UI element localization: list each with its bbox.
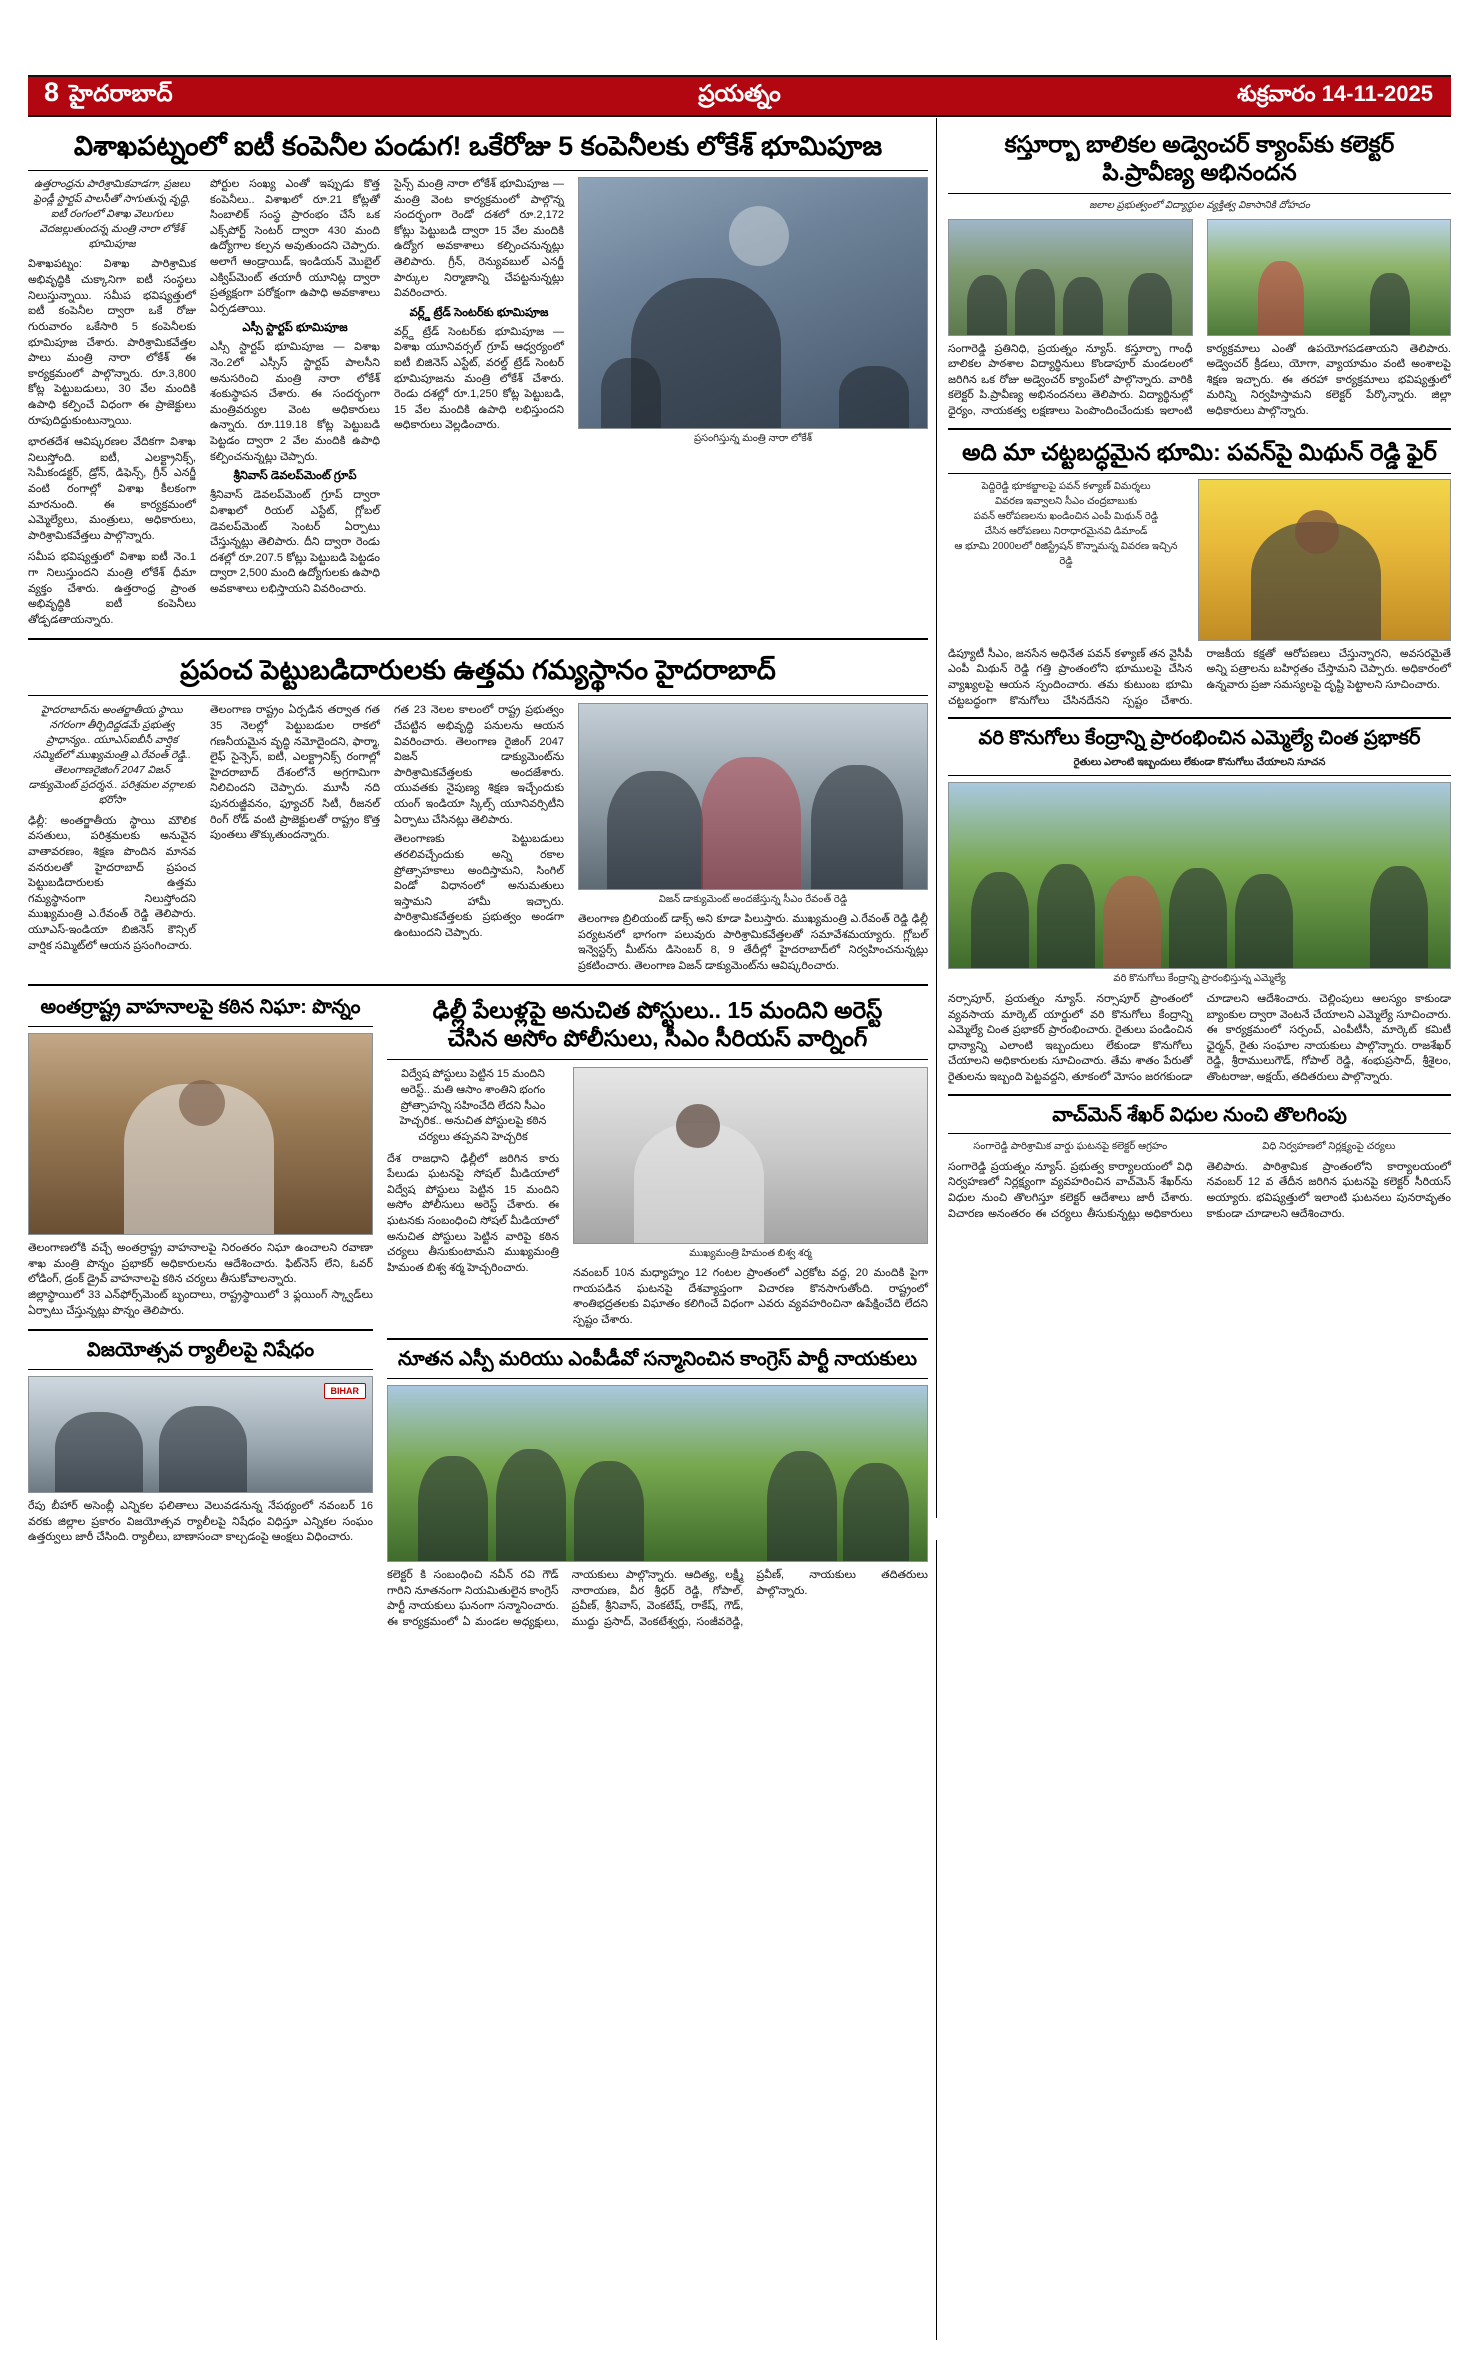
- congress-body-3: ఆదిత్య, లక్ష్మీ నారాయణ, వీర శ్రీధర్ రెడ్డి, గోపాల్, ప్రవీణ్, శ్రీనివాస్, వెంకటేష్, రాకేష్, గౌడ్, ముద్దు ప్రసాద్, వెంకటేశ్వర్లు, సంజీవరెడ్డి, ప్రవీణ్, నాయకులు తదితరులు పాల్గొన్నారు.: [571, 1569, 928, 1628]
- mithun-bullet-1: పెద్దిరెడ్డి భూకబ్జాలపై పవన్ కళ్యాణ్ విమర్శలు: [981, 480, 1151, 492]
- mithun-bullet-2: వివరణ ఇవ్వాలని సీఎం చంద్రబాబుకు: [994, 495, 1138, 507]
- bihar-body: రేపు బీహార్ అసెంబ్లీ ఎన్నికల ఫలితాలు వెలువడనున్న నేపథ్యంలో నవంబర్ 16 వరకు జిల్లాల ప్రకారం విజయోత్సవ ర్యాలీలపై నిషేధం విధిస్తూ ఎన్నికల సంఘం ఉత్తర్వులు జారీ చేసింది. ర్యాలీలు, బాణాసంచా కాల్చడంపై ఆంక్షలు విధించారు.: [28, 1499, 373, 1544]
- lead-standfirst-col: [28, 177, 196, 629]
- masthead: [28, 75, 1451, 117]
- kasturba-headline-l1: కస్తూర్బా బాలికల అడ్వెంచర్ క్యాంప్‌కు కలెక్టర్: [1004, 131, 1395, 157]
- mithun-story: [948, 438, 1451, 709]
- right-rail: [948, 122, 1451, 1230]
- congress-body-1: కలెక్టర్ కి సంబంధించి నవీన్ రవి గౌడ్ గారిని నూతనంగా నియమితులైన కాంగ్రెస్ పార్టీ నాయకులు ఘనంగా సన్మానించారు.: [387, 1569, 559, 1613]
- mithun-bullet-3: పవన్ ఆరోపణలను ఖండించిన ఎంపీ మిథున్ రెడ్డి: [973, 510, 1159, 522]
- invest-col-1: ఢిల్లీ: అంతర్జాతీయ స్థాయి మౌలిక వసతులు, పరిశ్రమలకు అనువైన వాతావరణం, శిక్షణ పొందిన మానవ వనరులతో హైదరాబాద్ ప్రపంచ పెట్టుబడిదారులకు ఉత్తమ గమ్యస్థానంగా నిలుస్తోందని ముఖ్యమంత్రి ఎ.రేవంత్ రెడ్డి తెలిపారు. యూఎస్-ఇండియా బిజినెస్ కౌన్సిల్ వార్షిక సమ్మిట్‌లో ఆయన ప్రసంగించారు.: [28, 814, 196, 952]
- assam-headline-l1: ఢిల్లీ పేలుళ్లపై అనుచిత పోస్టులు.. 15 మందిని అరెస్ట్: [432, 997, 883, 1024]
- assam-standfirst: విద్వేష పోస్టులు పెట్టిన 15 మందిని అరెస్ట్.. మతి ఆసాం శాంతిని భంగం ప్రోత్సాహన్ని సహించేది లేదని సీఎం హెచ్చరిక.. అనుచిత పోస్టులపై కఠిన చర్యలు తప్పవని హెచ్చరిక: [399, 1068, 547, 1143]
- invest-photo-col: [578, 703, 928, 974]
- assam-row: [387, 1067, 928, 1328]
- kasturba-subhead: జలాల ప్రభుత్వంలో విద్యార్థుల వ్యక్తిత్వ వికాసానికి దోహదం: [1089, 200, 1310, 212]
- lead-standfirst: ఉత్తరాంధ్రను పారిశ్రామికవాడగా, ప్రజలు ఫ్రెండ్లీ స్టార్టప్‌ పాలసీతో సాగుతున్న వృద్ధి, ఐటీ రంగంలో విశాఖ వెలుగులు వెదజల్లుతుందన్న మంత్రి నారా లోకేశ్ భూమిపూజ: [33, 177, 191, 250]
- lead-col-4: పోర్టుల సంఖ్య ఎంతో ఇప్పుడు కొత్త కంపెనీలు.. విశాఖలో రూ.21 కోట్లతో సింబాలిక్ సంస్థ ప్రారంభం చేసే ఒక ఎక్స్‌పోర్ట్ సెంటర్ ద్వారా 430 మంది ఉద్యోగాల కల్పన అవుతుందని చెప్పారు. అలాగే ఆండ్రాయిడ్, ఇండియన్ మొబైల్ ఎక్విప్‌మెంట్ తయారీ యూనిట్ల ద్వారా ప్రత్యక్షంగా పరోక్షంగా ఉపాధి అవకాశాలు ఏర్పడతాయి.: [210, 177, 380, 315]
- invest-col-3-wrap: [394, 703, 564, 974]
- lead-photo-col: [578, 177, 928, 629]
- watchman-body-3: పారిశ్రామిక ప్రాంతంలోని కార్యాలయంలో నవంబర్ 12 వ తేదీన జరిగిన ఘటనపై కలెక్టర్ సీరియస్ అయ్యారు. భవిష్యత్తులో ఇలాంటి ఘటనలు పునరావృతం కాకుండా చూడాలని ఆదేశించారు.: [1206, 1160, 1452, 1220]
- ponnam-body-1: తెలంగాణలోకి వచ్చే అంతర్రాష్ట్ర వాహనాలపై నిరంతరం నిఘా ఉంచాలని రవాణా శాఖ మంత్రి పొన్నం ప్రభాకర్ అధికారులను ఆదేశించారు. ఫిట్‌నెస్ లేని, ఓవర్ లోడింగ్, డ్రంక్ డ్రైవ్ వాహనాలపై కఠిన చర్యలు తీసుకోవాలన్నారు.: [28, 1242, 373, 1286]
- mithun-body: [948, 647, 1451, 709]
- column-divider-lower: [936, 1540, 937, 2340]
- assam-standfirst-col: [387, 1067, 559, 1328]
- watchman-subhead-left: సంగారెడ్డి పారిశ్రామిక వార్డు ఘటనపై కలెక్టర్ ఆగ్రహం: [973, 1141, 1168, 1153]
- lead-col-6: శ్రీనివాస్ డెవలప్‌మెంట్ గ్రూప్ ద్వారా విశాఖలో రియల్ ఎస్టేట్, గ్లోబల్ డెవలప్‌మెంట్ సెంటర్ ఏర్పాటు చేస్తున్నట్లు తెలిపారు. దీని ద్వారా రెండు దశల్లో రూ.207.5 కోట్లు పెట్టుబడి పెట్టడం ద్వారా 2,500 మంది ఉద్యోగులకు ఉపాధి అవకాశాలు లభిస్తాయని వివరించారు.: [210, 489, 380, 595]
- bottom-row-1: [28, 996, 928, 1630]
- vari-photo-caption: వరి కొనుగోలు కేంద్రాన్ని ప్రారంభిస్తున్న ఎమ్మెల్యే: [1113, 973, 1286, 985]
- main-column: [28, 122, 928, 1631]
- watchman-body: [948, 1160, 1451, 1222]
- invest-headline: ప్రపంచ పెట్టుబడిదారులకు ఉత్తమ గమ్యస్థానం హైదరాబాద్: [180, 655, 776, 686]
- assam-body-1: దేశ రాజధాని ఢిల్లీలో జరిగిన కారు పేలుడు ఘటనపై సోషల్ మీడియాలో విద్వేష పోస్టులు పెట్టిన 15 మందిని అసోం పోలీసులు అరెస్ట్ చేశారు. ఈ ఘటనకు సంబంధించి సోషల్ మీడియాలో అనుచిత పోస్టులు పెట్టిన వారిపై కఠిన చర్యలు తీసుకుంటామని ముఖ్యమంత్రి హిమంత బిశ్వ శర్మ హెచ్చరించారు.: [387, 1152, 559, 1274]
- vari-body-3: తేమ శాతం పేరుతో రైతులను ఇబ్బంది పెట్టవద్దని, తూకంలో మోసం జరగకుండా చూడాలని ఆదేశించారు. చెల్లింపులు ఆలస్యం కాకుండా బ్యాంకుల ద్వారా వెంటనే చేయాలని ఎమ్మెల్యే సూచించారు.: [948, 992, 1451, 1083]
- subhead-srinivas: శ్రీనివాస్ డెవలప్‌మెంట్ గ్రూప్: [233, 470, 357, 483]
- congress-body: [387, 1568, 928, 1630]
- vari-story: [948, 727, 1451, 1085]
- invest-col-2-wrap: [210, 703, 380, 974]
- kasturba-headline-l2: పి.ప్రావీణ్య అభినందన: [1102, 159, 1297, 186]
- kasturba-body-2: కస్తూర్బా గాంధీ బాలికల పాఠశాల విద్యార్థినులు కొండాపూర్ మండలంలో జరిగిన ఒక రోజు అడ్వెంచర్ క్యాంప్‌లో పాల్గొన్నారు. వారికి కలెక్టర్ పి.ప్రావీణ్య అభినందనలు తెలిపారు. విద్యార్థినుల్లో ధైర్యం, నాయకత్వ లక్షణాలు పెంపొందించేందుకు ఇలాంటి కార్యక్రమాలు ఎంతో ఉపయోగపడతాయని తెలిపారు.: [948, 342, 1451, 418]
- invest-row: [28, 703, 928, 974]
- invest-col-5: తెలంగాణ బ్రిలియంట్ డాక్స్ అని కూడా పిలుస్తారు. ముఖ్యమంత్రి ఎ.రేవంత్ రెడ్డి ఢిల్లీ పర్యటనలో భాగంగా పలువురు పారిశ్రామికవేత్తలతో సమావేశమయ్యారు. గ్లోబల్ ఇన్వెస్టర్స్ మీట్‌ను డిసెంబర్ 8, 9 తేదీల్లో హైదరాబాద్‌లో నిర్వహించనున్నట్లు ప్రకటించారు. తెలంగాణ విజన్ డాక్యుమెంట్‌ను ఆవిష్కరించారు.: [578, 912, 928, 972]
- lead-photo-caption: ప్రసంగిస్తున్న మంత్రి నారా లోకేశ్: [693, 432, 813, 444]
- bihar-badge: BIHAR: [324, 1383, 367, 1399]
- vari-photo: [948, 782, 1451, 969]
- mithun-body-2: రాజకీయ కక్షతో ఆరోపణలు చేస్తున్నారని, అవసరమైతే అన్ని పత్రాలను బహిర్గతం చేస్తామని చెప్పారు. అధికారంలో ఉన్నవారు ప్రజా సమస్యలపై దృష్టి పెట్టాలని సూచించారు.: [1206, 647, 1451, 691]
- mithun-bullets: [948, 479, 1184, 641]
- issue-date: శుక్రవారం 14-11-2025: [1237, 80, 1433, 106]
- lead-story: [28, 122, 928, 628]
- assam-photo-col: [573, 1067, 928, 1328]
- mithun-body-1: డిప్యూటీ సీఎం, జనసేన అధినేత పవన్ కళ్యాణ్ తన వైసీపీ ఎంపీ మిథున్ రెడ్డి గత్తి ప్రాంతంలోని భూములపై చేసిన వ్యాఖ్యలపై ఆయన స్పందించారు. తమ కుటుంబ భూమి చట్టబద్ధంగా కొనుగోలు చేసినదేనని స్పష్టం చేశారు.: [948, 647, 1193, 707]
- watchman-subheads: [948, 1140, 1451, 1154]
- lead-col-2: భారతదేశ ఆవిష్కరణల వేదికగా విశాఖ నిలుస్తోంది. ఐటీ, ఎలక్ట్రానిక్స్, సెమీకండక్టర్, డ్రోన్, డిఫెన్స్, గ్రీన్ ఎనర్జీ వంటి రంగాల్లో విశాఖ కీలకంగా మారనుంది. ఈ కార్యక్రమంలో ఎమ్మెల్యేలు, మంత్రులు, అధికారులు, పారిశ్రామికవేత్తలు పాల్గొన్నారు.: [28, 436, 196, 542]
- ponnam-story: [28, 996, 373, 1630]
- kasturba-photos: [948, 219, 1451, 336]
- watchman-story: [948, 1104, 1451, 1223]
- invest-col-3: గత 23 నెలల కాలంలో రాష్ట్ర ప్రభుత్వం చేపట్టిన అభివృద్ధి పనులను ఆయన వివరించారు. తెలంగాణ రైజింగ్ 2047 విజన్ డాక్యుమెంట్‌ను పారిశ్రామికవేత్తలకు అందజేశారు. యువతకు నైపుణ్య శిక్షణ ఇచ్చేందుకు యంగ్ ఇండియా స్కిల్స్ యూనివర్సిటీని ఏర్పాటు చేసినట్లు తెలిపారు.: [394, 704, 564, 826]
- vari-body-2: నర్సాపూర్ ప్రాంతంలో వ్యవసాయ మార్కెట్ యార్డులో వరి కొనుగోలు కేంద్రాన్ని ఎమ్మెల్యే చింత ప్రభాకర్ ప్రారంభించారు. రైతులు పండించిన ధాన్యాన్ని ఎలాంటి ఇబ్బందులు లేకుండా కొనుగోలు చేయాలని అధికారులకు సూచించారు.: [948, 992, 1193, 1068]
- lead-headline: విశాఖపట్నంలో ఐటీ కంపెనీల పండుగ! ఒకేరోజు 5 కంపెనీలకు లోకేశ్ భూమిపూజ: [73, 131, 883, 161]
- kasturba-body-3: అడ్వెంచర్ క్రీడలు, యోగా, వ్యాయామం వంటి అంశాలపై శిక్షణ ఇచ్చారు. ఈ తరహా కార్యక్రమాలు భవిష్యత్తులో మరిన్ని నిర్వహిస్తామని కలెక్టర్ పేర్కొన్నారు. జిల్లా అధికారులు పాల్గొన్నారు.: [1206, 358, 1451, 418]
- kasturba-photo-1: [948, 219, 1193, 336]
- kasturba-photo-2: [1207, 219, 1452, 336]
- assam-photo: [573, 1067, 928, 1244]
- subhead-startup: ఎస్సీ స్టార్టప్‌ భూమిపూజ: [242, 322, 348, 335]
- invest-photo: [578, 703, 928, 890]
- lead-col-1: విశాఖపట్నం: విశాఖ పారిశ్రామిక అభివృద్ధికి చుక్కానిగా ఐటీ సంస్థలు నిలుస్తున్నాయి. సమీప భవిష్యత్తులో ఐటీ కంపెనీల ద్వారా ఒకే రోజు గురువారం ఒకేసారి 5 కంపెనీలకు భూమిపూజ చేశారు. పారిశ్రామికవేత్తల పాలు మంత్రి నారా లోకేశ్ ఈ కార్యక్రమంలో పాల్గొన్నారు. రూ.3,800 కోట్ల పెట్టుబడులు, 30 వేల మందికి ఉపాధి కల్పించే విధంగా ఈ ప్రాజెక్టులు రూపుదిద్దుకుంటున్నాయి.: [28, 258, 196, 427]
- divider-r1: [948, 428, 1451, 430]
- mithun-row: [948, 479, 1451, 641]
- vari-subhead: రైతులు ఎలాంటి ఇబ్బందులు లేకుండా కొనుగోలు చేయాలని సూచన: [1073, 756, 1326, 768]
- lead-photo: [578, 177, 928, 429]
- lead-col-7: సైన్స్ మంత్రి నారా లోకేశ్ భూమిపూజ — మంత్రి వెంట కార్యక్రమంలో పాల్గొన్న సందర్భంగా రెండో దశలో రూ.2,172 కోట్లు పెట్టుబడి ద్వారా 15 వేల మందికి ఉద్యోగ అవకాశాలు కల్పించనున్నట్లు తెలిపారు. గ్రీన్, రెన్యువబుల్ ఎనర్జీ పార్కుల నిర్మాణాన్ని చేపట్టనున్నట్లు వివరించారు.: [394, 177, 564, 300]
- vari-body-4: ఈ కార్యక్రమంలో సర్పంచ్, ఎంపీటీసీ, మార్కెట్ కమిటీ ఛైర్మన్, రైతు సంఘాల నాయకులు పాల్గొన్నారు. రాజశేఖర్ రెడ్డి, శ్రీరాములుగౌడ్, గోపాల్ రెడ్డి, శంభుప్రసాద్, శ్రీశైలం, తొంటరాజు, అక్షయ్, తదితరులు పాల్గొన్నారు.: [1206, 1024, 1451, 1083]
- lead-col-4-wrap: [210, 177, 380, 629]
- watchman-headline: వాచ్‌మెన్ శేఖర్ విధుల నుంచి తొలగింపు: [1052, 1103, 1347, 1126]
- congress-body-2: ఈ కార్యక్రమంలో ఏ మండల అధ్యక్షులు, నాయకులు పాల్గొన్నారు.: [387, 1569, 677, 1628]
- ponnam-photo: [28, 1033, 373, 1235]
- divider-lead: [28, 638, 928, 640]
- mithun-photo: [1198, 479, 1451, 641]
- mithun-bullet-4: చేసిన ఆరోపణలు నిరాధారమైనవి డిమాండ్: [984, 525, 1148, 537]
- invest-standfirst: హైదరాబాద్‌ను అంతర్జాతీయ స్థాయి నగరంగా తీర్చిదిద్దడమే ప్రభుత్వ ప్రాధాన్యం.. యూఎస్‌ఐబీసీ వార్షిక సమ్మిట్‌లో ముఖ్యమంత్రి ఎ.రేవంత్ రెడ్డి.. తెలంగాణరైజింగ్ 2047 విజన్ డాక్యుమెంట్ ప్రదర్శన.. పరిశ్రమల వర్గాలకు భరోసా: [28, 704, 196, 806]
- paper-title: ప్రయత్నం: [698, 79, 781, 106]
- ponnam-headline: అంతర్రాష్ట్ర వాహనాలపై కఠిన నిఘా: పొన్నం: [40, 996, 361, 1019]
- congress-headline: నూతన ఎస్పీ మరియు ఎంపీడీవో సన్మానించిన కాంగ్రెస్ పార్టీ నాయకులు: [397, 1348, 918, 1371]
- invest-col-2: తెలంగాణ రాష్ట్రం ఏర్పడిన తర్వాత గత 35 నెలల్లో పెట్టుబడుల రాకలో గణనీయమైన వృద్ధి నమోదైందని, ఫార్మా, లైఫ్ సైన్సెస్, ఐటీ, ఎలక్ట్రానిక్స్ రంగాల్లో హైదరాబాద్ దేశంలోనే అగ్రగామిగా నిలిచిందని చెప్పారు. మూసీ నది పునరుజ్జీవనం, ఫ్యూచర్ సిటీ, రీజనల్ రింగ్ రోడ్ వంటి ప్రాజెక్టులతో రాష్ట్రం కొత్త పుంతలు తొక్కుతుందన్నారు.: [210, 704, 380, 842]
- mithun-headline: అది మా చట్టబద్ధమైన భూమి: పవన్‌పై మిథున్ రెడ్డి ఫైర్: [962, 438, 1437, 465]
- kasturba-body-1: సంగారెడ్డి ప్రతినిధి, ప్రయత్నం న్యూస్.: [948, 342, 1117, 355]
- vari-body-1: నర్సాపూర్, ప్రయత్నం న్యూస్.: [948, 992, 1086, 1005]
- lead-col-3: సమీప భవిష్యత్తులో విశాఖ ఐటీ నెం.1 గా నిలుస్తుందని మంత్రి లోకేశ్ ధీమా వ్యక్తం చేశారు. ఉత్తరాంధ్ర ప్రాంత అభివృద్ధికి ఐటీ కంపెనీలు తోడ్పడతాయన్నారు.: [28, 551, 196, 626]
- vari-headline: వరి కొనుగోలు కేంద్రాన్ని ప్రారంభించిన ఎమ్మెల్యే చింత ప్రభాకర్: [978, 727, 1421, 750]
- lead-col-8: వర్ల్డ్ ట్రేడ్ సెంటర్‌కు భూమిపూజ — విశాఖ యూనివర్సల్ గ్రూప్ ఆధ్వర్యంలో ఐటీ బిజినెస్ ఎస్టేట్, వరల్డ్ ట్రేడ్ సెంటర్ భూమిపూజను మంత్రి లోకేశ్ చేశారు. రెండు దశల్లో రూ.1,250 కోట్ల పెట్టుబడి, 15 వేల మందికి ఉపాధి లభిస్తుందని అధికారులు వెల్లడించారు.: [394, 325, 564, 432]
- edition-city: హైదరాబాద్: [69, 80, 173, 106]
- congress-photo: [387, 1385, 928, 1562]
- lead-col-5: ఎస్సీ స్టార్టప్‌ భూమిపూజ — విశాఖ నెం.2లో ఎస్సీస్ స్టార్టప్ పాలసీని అనుసరించి మంత్రి నారా లోకేశ్ శంకుస్థాపన చేశారు. ఈ సందర్భంగా మంత్రివర్యుల వెంట అధికారులు ఉన్నారు. రూ.119.18 కోట్ల పెట్టుబడి పెట్టడం ద్వారా 2 వేల మందికి ఉపాధి కల్పించనున్నట్లు చెప్పారు.: [210, 341, 380, 463]
- page-number: 8: [44, 77, 60, 107]
- invest-standfirst-col: [28, 703, 196, 974]
- assam-body-2: నవంబర్ 10న మధ్యాహ్నం 12 గంటల ప్రాంతంలో ఎర్రకోట వద్ద, 20 మందికి పైగా గాయపడిన ఘటనపై దేశవ్యాప్తంగా విచారణ కొనసాగుతోంది. రాష్ట్రంలో శాంతిభద్రతలకు విఘాతం కలిగించే విధంగా ఎవరు వ్యవహరించినా ఉపేక్షించేది లేదని స్పష్టం చేశారు.: [573, 1266, 928, 1326]
- watchman-body-2: ప్రభుత్వ కార్యాలయంలో విధి నిర్వహణలో నిర్లక్ష్యంగా వ్యవహరించిన వాచ్‌మెన్ శేఖర్‌ను విధుల నుంచి తొలగిస్తూ కలెక్టర్ ఆదేశాలు జారీ చేశారు. విచారణ అనంతరం ఈ చర్యలు తీసుకున్నట్లు అధికారులు తెలిపారు.: [948, 1160, 1248, 1220]
- divider-r2: [948, 717, 1451, 719]
- watchman-body-1: సంగారెడ్డి ప్రయత్నం న్యూస్.: [948, 1160, 1066, 1173]
- assam-story: [387, 996, 928, 1630]
- invest-col-4: తెలంగాణకు పెట్టుబడులు తరలివచ్చేందుకు అన్ని రకాల ప్రోత్సాహకాలు అందిస్తామని, సింగిల్ విండో విధానంలో అనుమతులు ఇస్తామని హామీ ఇచ్చారు. పారిశ్రామికవేత్తలకు ప్రభుత్వం అండగా ఉంటుందని చెప్పారు.: [394, 833, 564, 939]
- lead-top-row: [28, 177, 928, 629]
- bihar-photo: [28, 1376, 373, 1493]
- invest-story: [28, 650, 928, 974]
- divider-invest: [28, 984, 928, 986]
- kasturba-body: [948, 342, 1451, 420]
- kasturba-story: [948, 122, 1451, 420]
- assam-photo-caption: ముఖ్యమంత్రి హిమంత బిశ్వ శర్మ: [689, 1248, 812, 1260]
- mithun-bullet-5: ఆ భూమి 2000లలో రిజిస్ట్రేషన్ కొన్నామన్న వివరణ ఇచ్చిన రెడ్డి: [954, 540, 1178, 567]
- invest-photo-caption: విజన్ డాక్యుమెంట్ అందజేస్తున్న సీఎం రేవంత్ రెడ్డి: [658, 894, 848, 906]
- bihar-headline: విజయోత్సవ ర్యాలీలపై నిషేధం: [86, 1339, 315, 1362]
- assam-headline-l2: చేసిన అసోం పోలీసులు, సీఎం సీరియస్ వార్నింగ్: [447, 1025, 868, 1052]
- vari-body: [948, 992, 1451, 1086]
- watchman-subhead-right: విధి నిర్వహణలో నిర్లక్ష్యంపై చర్యలు: [1262, 1141, 1396, 1153]
- divider-r3: [948, 1094, 1451, 1096]
- ponnam-body-2: జిల్లాస్థాయిలో 33 ఎన్‌ఫోర్స్‌మెంట్ బృందాలు, రాష్ట్రస్థాయిలో 3 ఫ్లయింగ్ స్క్వాడ్‌లు ఏర్పాటు చేస్తున్నట్లు పొన్నం తెలిపారు.: [28, 1288, 373, 1317]
- subhead-wtc: వర్ల్డ్ ట్రేడ్ సెంటర్‌కు భూమిపూజ: [409, 306, 549, 319]
- column-divider: [936, 118, 937, 1518]
- lead-col-7-wrap: [394, 177, 564, 629]
